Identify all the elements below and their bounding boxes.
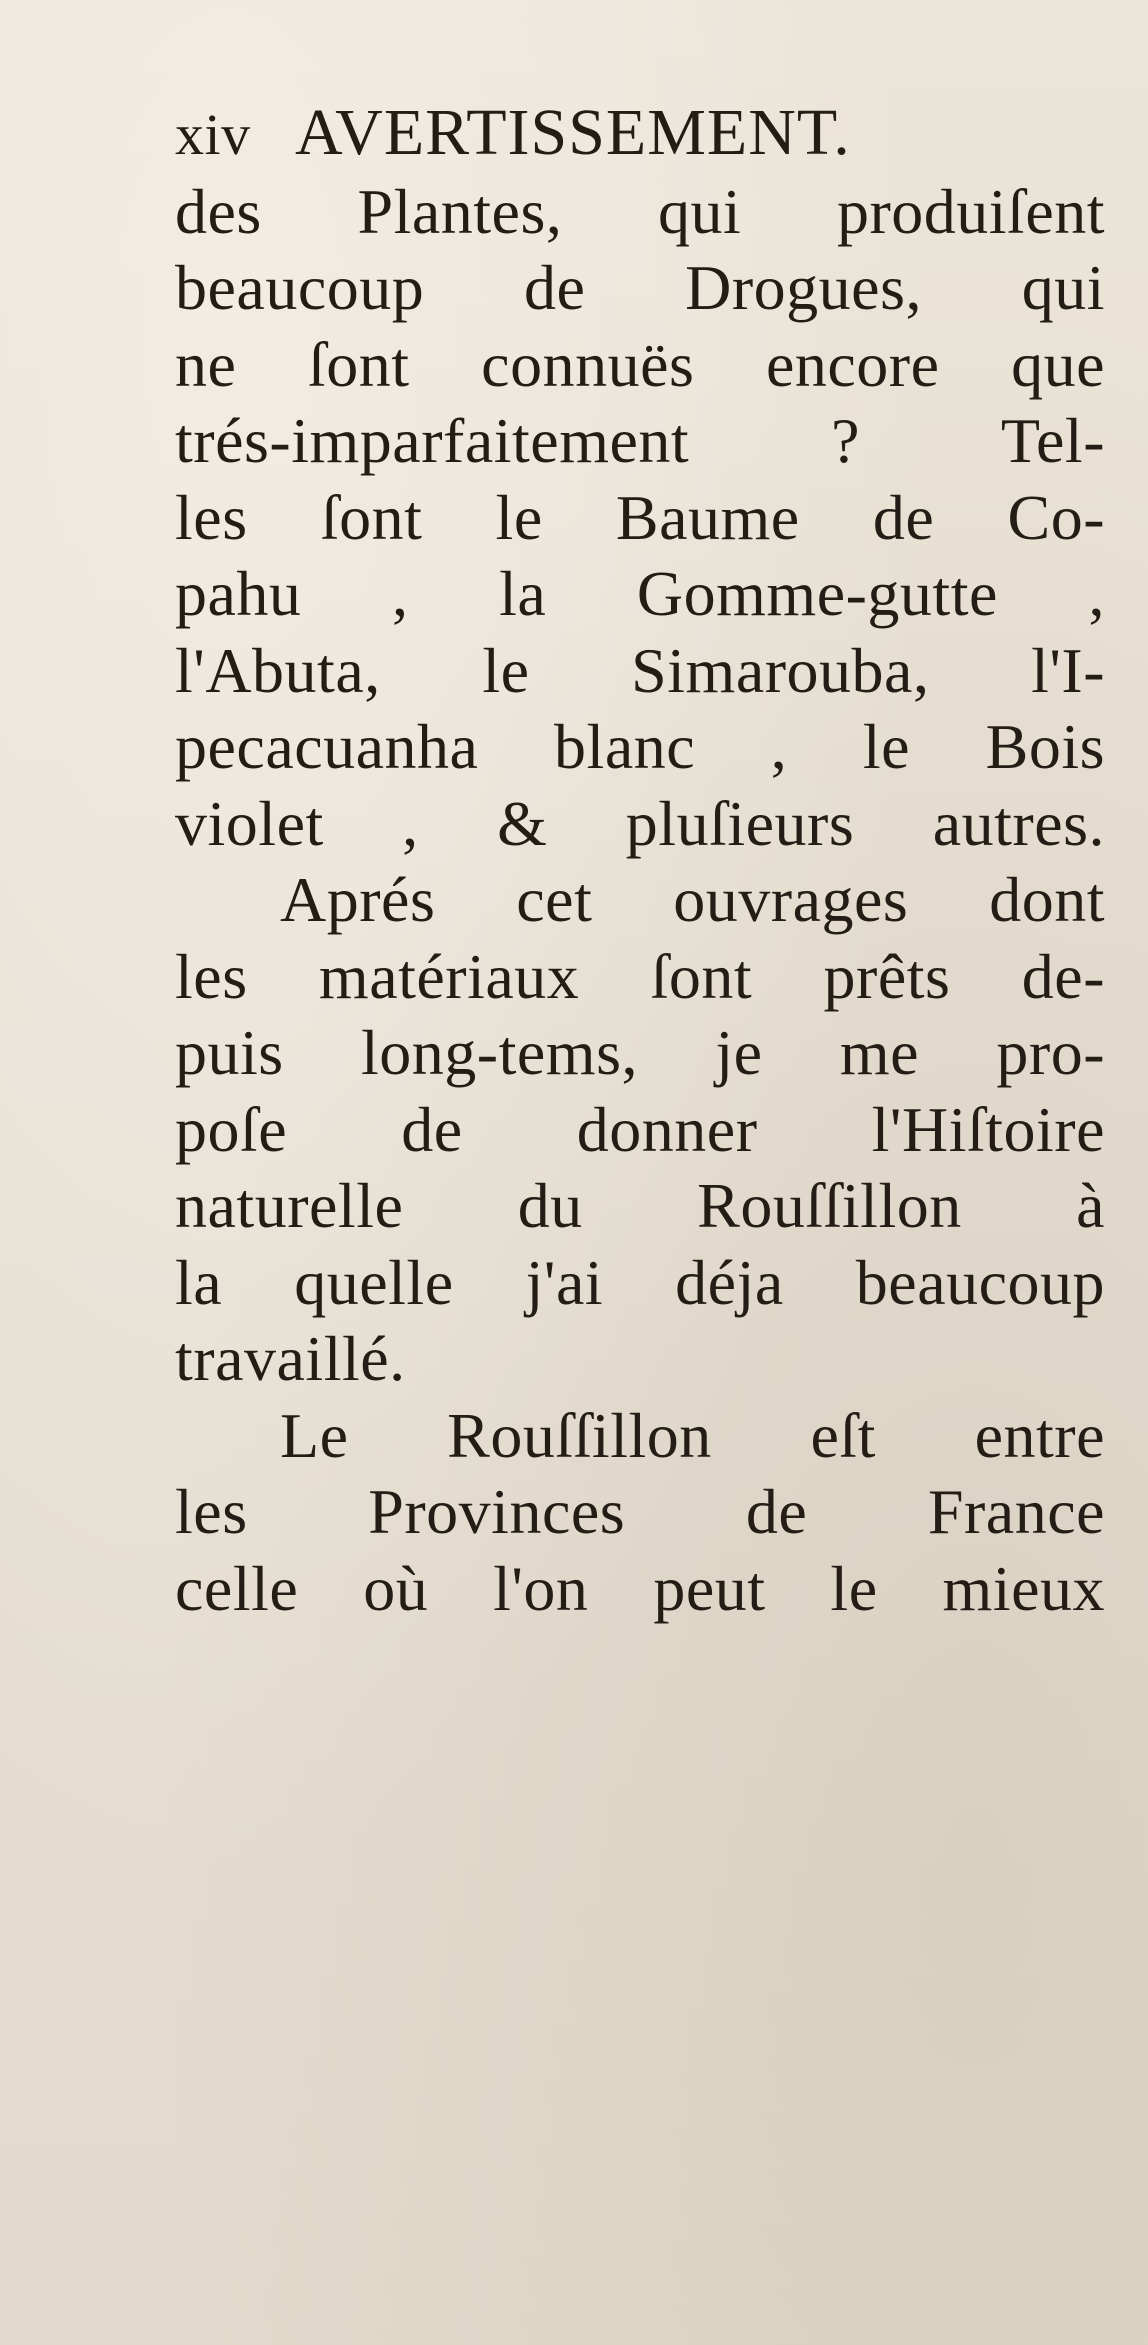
text-line: des Plantes, qui produiſent bbox=[175, 175, 1105, 247]
paragraph-2 bbox=[175, 862, 1105, 1398]
paragraph-1 bbox=[175, 174, 1105, 863]
text-line: trés-imparfaitement ? Tel- bbox=[175, 405, 1105, 476]
text-line: beaucoup de Drogues, qui bbox=[175, 252, 1105, 323]
text-line: la quelle j'ai déja beaucoup bbox=[175, 1246, 1105, 1318]
text-line: les ſont le Baume de Co- bbox=[175, 481, 1105, 553]
page-text bbox=[175, 95, 1105, 1627]
text-line: poſe de donner l'Hiſtoire bbox=[175, 1093, 1105, 1165]
text-line: l'Abuta, le Simarouba, l'I- bbox=[175, 634, 1105, 706]
page-number: xiv bbox=[175, 102, 251, 167]
running-title: AVERTISSEMENT. bbox=[295, 96, 851, 169]
text-line: les matériaux ſont prêts de- bbox=[175, 940, 1105, 1012]
text-line: puis long-tems, je me pro- bbox=[175, 1017, 1105, 1088]
text-line: les Provinces de France bbox=[175, 1476, 1105, 1547]
text-line: pahu , la Gomme-gutte , bbox=[175, 558, 1105, 629]
text-line: naturelle du Rouſſillon à bbox=[175, 1170, 1105, 1241]
text-line: Le Rouſſillon eſt entre bbox=[280, 1399, 1105, 1471]
running-head bbox=[175, 95, 1105, 174]
text-line: Aprés cet ouvrages dont bbox=[280, 864, 1105, 935]
paragraph-3 bbox=[175, 1398, 1105, 1628]
text-line: celle où l'on peut le mieux bbox=[175, 1552, 1105, 1624]
text-line: ne ſont connuës encore que bbox=[175, 328, 1105, 400]
text-line: violet , & pluſieurs autres. bbox=[175, 787, 1105, 859]
text-line: travaillé. bbox=[175, 1323, 406, 1394]
text-line: pecacuanha blanc , le Bois bbox=[175, 711, 1105, 782]
